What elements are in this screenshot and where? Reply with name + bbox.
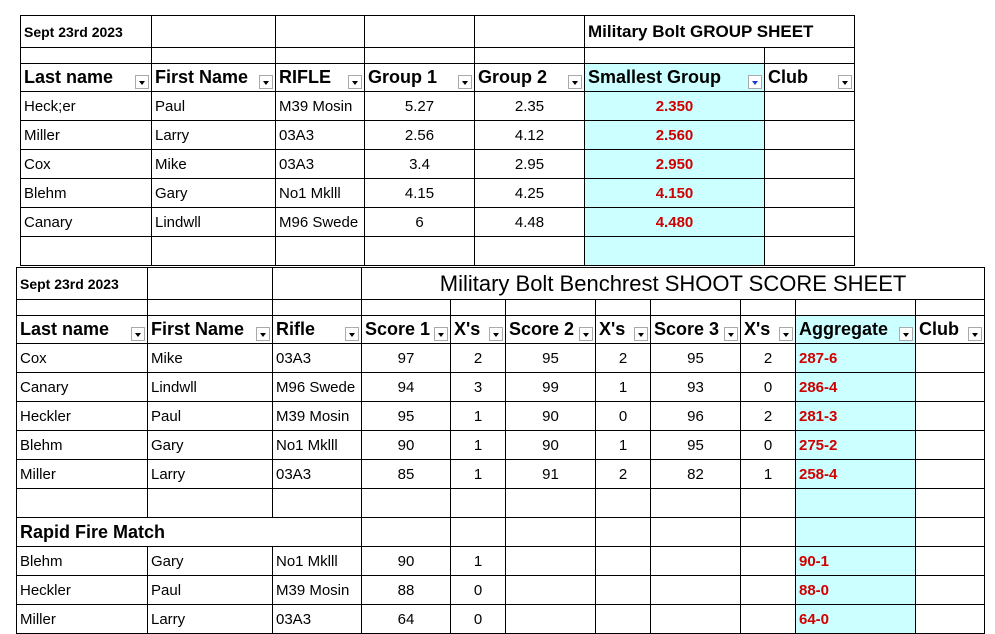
table-row <box>21 150 855 179</box>
cell-score-3[interactable]: 96 <box>651 402 741 431</box>
cell-aggregate[interactable]: 286-4 <box>796 373 916 402</box>
col-header-score-3[interactable]: Score 3 <box>651 316 741 344</box>
cell-aggregate[interactable]: 90-1 <box>796 547 916 576</box>
table-row <box>17 576 985 605</box>
col-header-score-1[interactable]: Score 1 <box>362 316 451 344</box>
cell-score-2[interactable]: 99 <box>506 373 596 402</box>
cell-smallest-group[interactable]: 2.950 <box>585 150 765 179</box>
cell-smallest-group[interactable]: 4.480 <box>585 208 765 237</box>
cell-rifle[interactable]: M39 Mosin <box>273 576 362 605</box>
col-header-rifle[interactable]: RIFLE <box>276 64 365 92</box>
filter-dropdown-icon[interactable] <box>259 75 273 89</box>
cell-last-name[interactable]: Blehm <box>17 431 148 460</box>
cell-smallest-group[interactable]: 2.560 <box>585 121 765 150</box>
filter-dropdown-icon[interactable] <box>899 327 913 341</box>
col-header-first-name[interactable]: First Name <box>152 64 276 92</box>
table-row <box>21 92 855 121</box>
score-header-row <box>17 316 985 344</box>
rapid-fire-title: Rapid Fire Match <box>17 518 362 547</box>
table-row <box>17 605 985 634</box>
col-header-smallest-group[interactable]: Smallest Group <box>585 64 765 92</box>
cell-last-name[interactable]: Blehm <box>17 547 148 576</box>
cell-last-name[interactable]: Miller <box>17 605 148 634</box>
cell-xs-3[interactable]: 2 <box>741 344 796 373</box>
group-sheet-title: Military Bolt GROUP SHEET <box>585 16 855 48</box>
sort-dropdown-icon[interactable] <box>748 75 762 89</box>
filter-dropdown-icon[interactable] <box>131 327 145 341</box>
cell-first-name[interactable]: Mike <box>148 344 273 373</box>
cell-rifle[interactable]: 03A3 <box>273 460 362 489</box>
cell-xs-1[interactable]: 0 <box>451 605 506 634</box>
cell-aggregate[interactable]: 281-3 <box>796 402 916 431</box>
filter-dropdown-icon[interactable] <box>579 327 593 341</box>
cell-first-name[interactable]: Lindwll <box>152 208 276 237</box>
cell-group-2[interactable]: 4.12 <box>475 121 585 150</box>
rapid-fire-heading-row <box>17 518 985 547</box>
cell-xs-3[interactable]: 1 <box>741 460 796 489</box>
cell-xs-1[interactable]: 1 <box>451 460 506 489</box>
filter-dropdown-icon[interactable] <box>634 327 648 341</box>
cell-last-name[interactable]: Heck;er <box>21 92 152 121</box>
cell-xs-1[interactable]: 1 <box>451 402 506 431</box>
cell-score-2[interactable]: 91 <box>506 460 596 489</box>
cell-score-1[interactable]: 90 <box>362 547 451 576</box>
cell-club[interactable] <box>765 121 855 150</box>
cell-aggregate[interactable]: 258-4 <box>796 460 916 489</box>
col-header-group-2[interactable]: Group 2 <box>475 64 585 92</box>
cell-score-1[interactable]: 88 <box>362 576 451 605</box>
group-sheet-table <box>20 15 855 266</box>
cell-first-name[interactable]: Gary <box>148 547 273 576</box>
cell-score-1[interactable]: 64 <box>362 605 451 634</box>
col-header-last-name[interactable]: Last name <box>21 64 152 92</box>
table-row <box>21 179 855 208</box>
cell-score-1[interactable]: 85 <box>362 460 451 489</box>
col-header-xs-2[interactable]: X's <box>596 316 651 344</box>
cell-first-name[interactable]: Gary <box>152 179 276 208</box>
cell-club[interactable] <box>916 431 985 460</box>
cell-score-2[interactable]: 95 <box>506 344 596 373</box>
filter-dropdown-icon[interactable] <box>434 327 448 341</box>
cell-first-name[interactable]: Paul <box>148 576 273 605</box>
cell-rifle[interactable]: 03A3 <box>273 605 362 634</box>
cell-score-3[interactable]: 95 <box>651 431 741 460</box>
cell-score-3[interactable]: 93 <box>651 373 741 402</box>
cell-first-name[interactable]: Lindwll <box>148 373 273 402</box>
cell-xs-2[interactable]: 2 <box>596 460 651 489</box>
cell-last-name[interactable]: Heckler <box>17 402 148 431</box>
cell-xs-1[interactable]: 1 <box>451 431 506 460</box>
cell-club[interactable] <box>916 373 985 402</box>
table-row <box>21 121 855 150</box>
cell-xs-2[interactable]: 1 <box>596 373 651 402</box>
cell-smallest-group[interactable]: 2.350 <box>585 92 765 121</box>
cell-group-2[interactable]: 2.95 <box>475 150 585 179</box>
cell-group-2[interactable]: 2.35 <box>475 92 585 121</box>
col-header-last-name[interactable]: Last name <box>17 316 148 344</box>
cell-xs-1[interactable]: 3 <box>451 373 506 402</box>
cell-xs-3[interactable]: 0 <box>741 431 796 460</box>
filter-dropdown-icon[interactable] <box>568 75 582 89</box>
table-row <box>17 402 985 431</box>
col-header-xs-3[interactable]: X's <box>741 316 796 344</box>
col-header-score-2[interactable]: Score 2 <box>506 316 596 344</box>
cell-club[interactable] <box>765 208 855 237</box>
group-header-row <box>21 64 855 92</box>
cell-aggregate[interactable]: 275-2 <box>796 431 916 460</box>
empty-row <box>21 237 855 266</box>
cell-group-1[interactable]: 4.15 <box>365 179 475 208</box>
cell-last-name[interactable]: Canary <box>21 208 152 237</box>
cell-group-2[interactable]: 4.48 <box>475 208 585 237</box>
cell-first-name[interactable]: Paul <box>152 92 276 121</box>
cell-rifle[interactable]: No1 Mklll <box>273 547 362 576</box>
cell-score-1[interactable]: 97 <box>362 344 451 373</box>
cell-group-1[interactable]: 6 <box>365 208 475 237</box>
cell-club[interactable] <box>916 460 985 489</box>
cell-club[interactable] <box>765 150 855 179</box>
filter-dropdown-icon[interactable] <box>348 75 362 89</box>
filter-dropdown-icon[interactable] <box>458 75 472 89</box>
filter-dropdown-icon[interactable] <box>838 75 852 89</box>
cell-xs-2[interactable]: 0 <box>596 402 651 431</box>
cell-rifle[interactable]: 03A3 <box>273 344 362 373</box>
cell-aggregate[interactable]: 64-0 <box>796 605 916 634</box>
cell-group-1[interactable]: 2.56 <box>365 121 475 150</box>
filter-dropdown-icon[interactable] <box>489 327 503 341</box>
score-sheet-title: Military Bolt Benchrest SHOOT SCORE SHEET <box>362 268 985 300</box>
cell-score-1[interactable]: 95 <box>362 402 451 431</box>
cell-xs-3[interactable]: 2 <box>741 402 796 431</box>
cell-rifle[interactable]: No1 Mklll <box>276 179 365 208</box>
cell-rifle[interactable]: M96 Swede <box>276 208 365 237</box>
cell-aggregate[interactable]: 88-0 <box>796 576 916 605</box>
cell-first-name[interactable]: Larry <box>148 605 273 634</box>
cell-rifle[interactable]: No1 Mklll <box>273 431 362 460</box>
cell-last-name[interactable]: Miller <box>17 460 148 489</box>
cell-aggregate[interactable]: 287-6 <box>796 344 916 373</box>
cell-last-name[interactable]: Cox <box>21 150 152 179</box>
table-row <box>21 208 855 237</box>
cell-score-3[interactable]: 95 <box>651 344 741 373</box>
cell-club[interactable] <box>916 344 985 373</box>
score-sheet-date: Sept 23rd 2023 <box>17 268 148 300</box>
cell-score-2[interactable]: 90 <box>506 431 596 460</box>
table-row <box>17 373 985 402</box>
cell-xs-1[interactable]: 0 <box>451 576 506 605</box>
filter-dropdown-icon[interactable] <box>135 75 149 89</box>
cell-last-name[interactable]: Heckler <box>17 576 148 605</box>
col-header-club[interactable]: Club <box>765 64 855 92</box>
cell-last-name[interactable]: Miller <box>21 121 152 150</box>
cell-rifle[interactable]: 03A3 <box>276 150 365 179</box>
score-sheet-table <box>16 267 985 634</box>
cell-rifle[interactable]: M39 Mosin <box>273 402 362 431</box>
cell-score-2[interactable]: 90 <box>506 402 596 431</box>
cell-group-1[interactable]: 5.27 <box>365 92 475 121</box>
cell-rifle[interactable]: M96 Swede <box>273 373 362 402</box>
cell-smallest-group[interactable]: 4.150 <box>585 179 765 208</box>
cell-first-name[interactable]: Mike <box>152 150 276 179</box>
table-row <box>17 460 985 489</box>
table-row <box>17 344 985 373</box>
filter-dropdown-icon[interactable] <box>968 327 982 341</box>
col-header-aggregate[interactable]: Aggregate <box>796 316 916 344</box>
cell-xs-1[interactable]: 1 <box>451 547 506 576</box>
cell-rifle[interactable]: M39 Mosin <box>276 92 365 121</box>
cell-last-name[interactable]: Canary <box>17 373 148 402</box>
cell-score-1[interactable]: 90 <box>362 431 451 460</box>
table-row <box>17 547 985 576</box>
col-header-club[interactable]: Club <box>916 316 985 344</box>
filter-dropdown-icon[interactable] <box>256 327 270 341</box>
col-header-first-name[interactable]: First Name <box>148 316 273 344</box>
cell-score-3[interactable]: 82 <box>651 460 741 489</box>
cell-first-name[interactable]: Paul <box>148 402 273 431</box>
col-header-rifle[interactable]: Rifle <box>273 316 362 344</box>
col-header-group-1[interactable]: Group 1 <box>365 64 475 92</box>
cell-group-2[interactable]: 4.25 <box>475 179 585 208</box>
cell-xs-3[interactable]: 0 <box>741 373 796 402</box>
filter-dropdown-icon[interactable] <box>779 327 793 341</box>
cell-club[interactable] <box>765 92 855 121</box>
group-sheet-date: Sept 23rd 2023 <box>21 16 152 48</box>
filter-dropdown-icon[interactable] <box>724 327 738 341</box>
cell-xs-2[interactable]: 2 <box>596 344 651 373</box>
empty-row <box>17 489 985 518</box>
cell-rifle[interactable]: 03A3 <box>276 121 365 150</box>
filter-dropdown-icon[interactable] <box>345 327 359 341</box>
cell-group-1[interactable]: 3.4 <box>365 150 475 179</box>
cell-xs-2[interactable]: 1 <box>596 431 651 460</box>
cell-first-name[interactable]: Gary <box>148 431 273 460</box>
table-row <box>17 431 985 460</box>
cell-xs-1[interactable]: 2 <box>451 344 506 373</box>
cell-club[interactable] <box>916 402 985 431</box>
cell-first-name[interactable]: Larry <box>148 460 273 489</box>
cell-last-name[interactable]: Blehm <box>21 179 152 208</box>
col-header-xs-1[interactable]: X's <box>451 316 506 344</box>
cell-first-name[interactable]: Larry <box>152 121 276 150</box>
cell-last-name[interactable]: Cox <box>17 344 148 373</box>
cell-score-1[interactable]: 94 <box>362 373 451 402</box>
cell-club[interactable] <box>765 179 855 208</box>
